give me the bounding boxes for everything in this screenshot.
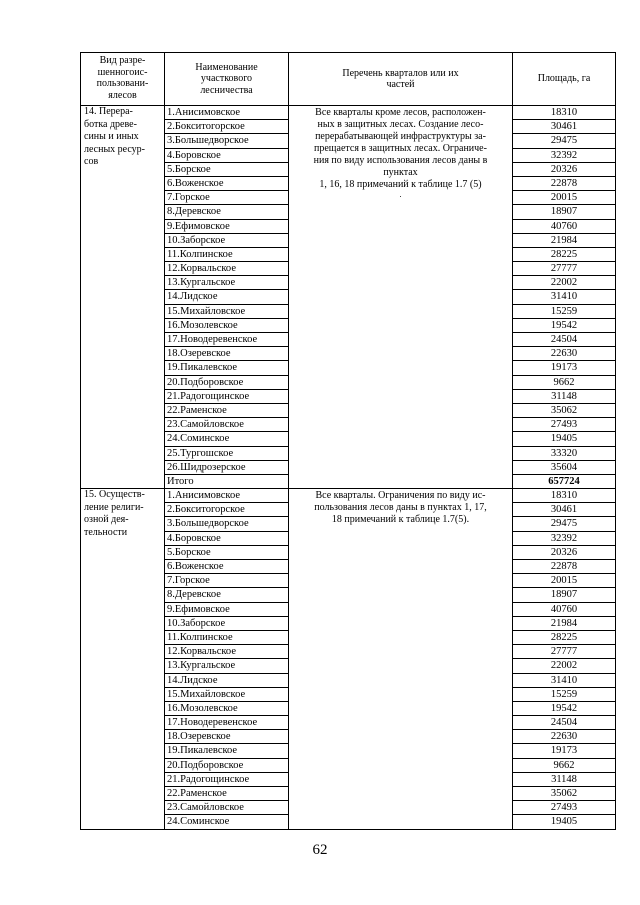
area-cell: 21984 — [513, 233, 616, 247]
forestry-name-cell: 5.Борское — [165, 545, 289, 559]
area-cell: 31410 — [513, 290, 616, 304]
forestry-name-cell: 2.Бокситогорское — [165, 503, 289, 517]
forestry-name-cell: 10.Заборское — [165, 233, 289, 247]
quarters-description-text: Все кварталы кроме лесов, расположен- ных в защитных лесах. Создание лесо- перерабатывающей инфраструктуры за- прещается в защитных лесах. Ограниче- ния по виду использования лесов даны в пунктах 1, 16, 18 примечаний к таблице 1.7 (5) — [313, 107, 488, 190]
description-mark: . — [399, 190, 402, 199]
area-cell: 22630 — [513, 347, 616, 361]
forestry-name-cell: 8.Деревское — [165, 588, 289, 602]
area-cell: 19173 — [513, 361, 616, 375]
area-cell: 19405 — [513, 432, 616, 446]
quarters-description-cell — [289, 106, 513, 489]
area-cell: 21984 — [513, 616, 616, 630]
area-cell: 20015 — [513, 574, 616, 588]
area-cell: 27777 — [513, 262, 616, 276]
quarters-description-text: Все кварталы. Ограничения по виду ис- пользования лесов даны в пунктах 1, 17, 18 примечаний к таблице 1.7(5). — [314, 490, 487, 526]
area-cell: 27493 — [513, 418, 616, 432]
area-cell: 19405 — [513, 815, 616, 829]
area-cell: 22002 — [513, 276, 616, 290]
area-cell: 19173 — [513, 744, 616, 758]
area-cell: 20326 — [513, 545, 616, 559]
forestry-name-cell: 13.Кургальское — [165, 276, 289, 290]
area-cell: 35062 — [513, 403, 616, 417]
forestry-name-cell: 25.Тургошское — [165, 446, 289, 460]
header-forestry: Наименование участкового лесничества — [165, 53, 289, 106]
forestry-name-cell: 21.Радогощинское — [165, 389, 289, 403]
area-cell: 22878 — [513, 176, 616, 190]
forestry-name-cell: 2.Бокситогорское — [165, 120, 289, 134]
area-cell: 24504 — [513, 333, 616, 347]
use-kind-cell: 14. Перера- ботка древе- сины и иных лесных ресур- сов — [81, 106, 165, 489]
forestry-name-cell: 13.Кургальское — [165, 659, 289, 673]
forestry-name-cell: 12.Корвальское — [165, 645, 289, 659]
area-cell: 29475 — [513, 517, 616, 531]
area-cell: 22002 — [513, 659, 616, 673]
header-area: Площадь, га — [513, 53, 616, 106]
forestry-name-cell: 11.Колпинское — [165, 247, 289, 261]
forestry-name-cell: 16.Мозолевское — [165, 701, 289, 715]
page-number: 62 — [312, 842, 328, 858]
forestry-name-cell: 20.Подборовское — [165, 758, 289, 772]
forestry-name-cell: 24.Соминское — [165, 815, 289, 829]
area-cell: 40760 — [513, 219, 616, 233]
forestry-name-cell: 18.Озеревское — [165, 730, 289, 744]
table-body — [81, 106, 616, 830]
area-cell: 35604 — [513, 460, 616, 474]
area-cell: 18310 — [513, 106, 616, 120]
table-header-row — [81, 53, 616, 106]
forestry-name-cell: 12.Корвальское — [165, 262, 289, 276]
forestry-name-cell: 24.Соминское — [165, 432, 289, 446]
header-kind: Вид разре- шенногоис- пользовани- ялесов — [81, 53, 165, 106]
area-cell: 18310 — [513, 489, 616, 503]
forestry-name-cell: 4.Боровское — [165, 531, 289, 545]
forestry-name-cell: 23.Самойловское — [165, 801, 289, 815]
forestry-name-cell: 22.Раменское — [165, 787, 289, 801]
area-cell: 19542 — [513, 318, 616, 332]
area-cell: 33320 — [513, 446, 616, 460]
forest-use-table — [80, 52, 616, 830]
area-cell: 20015 — [513, 191, 616, 205]
forestry-name-cell: 1.Анисимовское — [165, 106, 289, 120]
forestry-name-cell: 7.Горское — [165, 191, 289, 205]
header-quarters: Перечень кварталов или их частей — [289, 53, 513, 106]
forestry-name-cell: 8.Деревское — [165, 205, 289, 219]
area-cell: 22630 — [513, 730, 616, 744]
total-area-cell: 657724 — [513, 474, 616, 488]
area-cell: 28225 — [513, 630, 616, 644]
area-cell: 27777 — [513, 645, 616, 659]
forestry-name-cell: 14.Лидское — [165, 673, 289, 687]
forestry-name-cell: 11.Колпинское — [165, 630, 289, 644]
forestry-name-cell: 23.Самойловское — [165, 418, 289, 432]
area-cell: 30461 — [513, 120, 616, 134]
forestry-name-cell: 20.Подборовское — [165, 375, 289, 389]
area-cell: 31410 — [513, 673, 616, 687]
area-cell: 9662 — [513, 758, 616, 772]
forestry-name-cell: 18.Озеревское — [165, 347, 289, 361]
area-cell: 30461 — [513, 503, 616, 517]
forestry-name-cell: 22.Раменское — [165, 403, 289, 417]
area-cell: 15259 — [513, 687, 616, 701]
area-cell: 18907 — [513, 205, 616, 219]
area-cell: 15259 — [513, 304, 616, 318]
forestry-name-cell: 21.Радогощинское — [165, 772, 289, 786]
area-cell: 19542 — [513, 701, 616, 715]
area-cell: 32392 — [513, 148, 616, 162]
forestry-name-cell: 17.Новодеревенское — [165, 333, 289, 347]
forestry-name-cell: 3.Большедворское — [165, 134, 289, 148]
total-label-cell: Итого — [165, 474, 289, 488]
forestry-name-cell: 15.Михайловское — [165, 687, 289, 701]
forestry-name-cell: 5.Борское — [165, 162, 289, 176]
area-cell: 18907 — [513, 588, 616, 602]
forestry-name-cell: 4.Боровское — [165, 148, 289, 162]
area-cell: 28225 — [513, 247, 616, 261]
forestry-name-cell: 6.Воженское — [165, 176, 289, 190]
forestry-name-cell: 7.Горское — [165, 574, 289, 588]
forestry-name-cell: 9.Ефимовское — [165, 602, 289, 616]
area-cell: 22878 — [513, 560, 616, 574]
forestry-name-cell: 15.Михайловское — [165, 304, 289, 318]
table-row — [81, 489, 616, 503]
forestry-name-cell: 16.Мозолевское — [165, 318, 289, 332]
area-cell: 20326 — [513, 162, 616, 176]
forestry-name-cell: 17.Новодеревенское — [165, 716, 289, 730]
area-cell: 40760 — [513, 602, 616, 616]
forestry-name-cell: 3.Большедворское — [165, 517, 289, 531]
forestry-name-cell: 10.Заборское — [165, 616, 289, 630]
forestry-name-cell: 9.Ефимовское — [165, 219, 289, 233]
area-cell: 35062 — [513, 787, 616, 801]
quarters-description-cell — [289, 489, 513, 830]
area-cell: 24504 — [513, 716, 616, 730]
table-row — [81, 106, 616, 120]
forestry-name-cell: 1.Анисимовское — [165, 489, 289, 503]
use-kind-cell: 15. Осуществ- ление религи- озной дея- тельности — [81, 489, 165, 830]
forestry-name-cell: 19.Пикалевское — [165, 744, 289, 758]
area-cell: 9662 — [513, 375, 616, 389]
forestry-name-cell: 19.Пикалевское — [165, 361, 289, 375]
area-cell: 27493 — [513, 801, 616, 815]
forestry-name-cell: 6.Воженское — [165, 560, 289, 574]
area-cell: 29475 — [513, 134, 616, 148]
forestry-name-cell: 14.Лидское — [165, 290, 289, 304]
area-cell: 31148 — [513, 772, 616, 786]
forestry-name-cell: 26.Шидрозерское — [165, 460, 289, 474]
area-cell: 32392 — [513, 531, 616, 545]
area-cell: 31148 — [513, 389, 616, 403]
